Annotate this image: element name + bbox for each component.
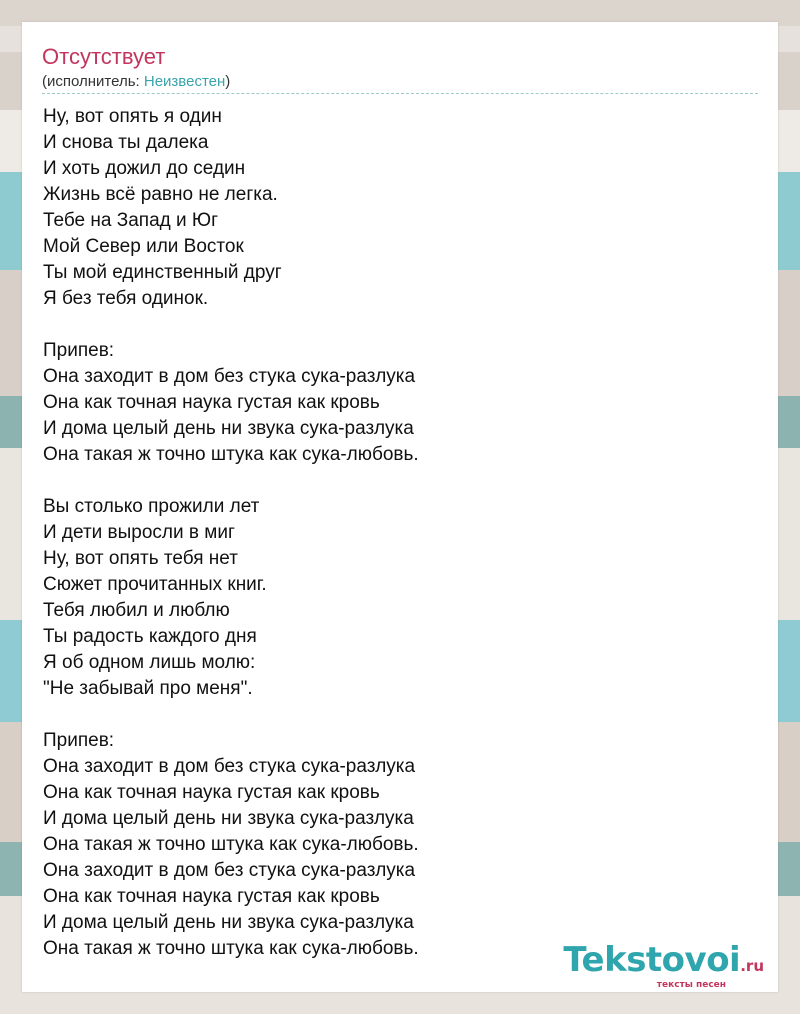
artist-line — [42, 73, 230, 91]
lyric-line: Мой Север или Восток — [43, 236, 244, 257]
lyric-line: Жизнь всё равно не легка. — [43, 184, 278, 205]
lyric-line: И дети выросли в миг — [43, 522, 235, 543]
lyric-line: Она такая ж точно штука как сука-любовь. — [43, 834, 419, 855]
lyric-line: И снова ты далека — [43, 132, 209, 153]
logo-main-text: Tekstovoi — [563, 940, 741, 980]
lyric-line: И дома целый день ни звука сука-разлука — [43, 418, 414, 439]
logo-wordmark — [563, 942, 764, 984]
site-logo[interactable] — [563, 942, 764, 990]
lyric-line: Тебе на Запад и Юг — [43, 210, 219, 231]
stanza-break — [43, 312, 419, 338]
lyric-line: Она заходит в дом без стука сука-разлука — [43, 756, 416, 777]
stanza-break — [43, 702, 419, 728]
artist-suffix: ) — [225, 73, 231, 90]
lyric-line: Она такая ж точно штука как сука-любовь. — [43, 938, 419, 959]
lyric-line: Тебя любил и люблю — [43, 600, 230, 621]
artist-link[interactable]: Неизвестен — [143, 73, 226, 90]
lyric-line: Ты радость каждого дня — [43, 626, 257, 647]
lyric-line: Она как точная наука густая как кровь — [43, 782, 380, 803]
stanza-break — [43, 468, 419, 494]
lyrics-card — [22, 22, 778, 992]
lyric-line: Она такая ж точно штука как сука-любовь. — [43, 444, 419, 465]
lyric-line: Я об одном лишь молю: — [43, 652, 256, 673]
lyric-line: Ну, вот опять тебя нет — [43, 548, 238, 569]
title-divider — [42, 93, 758, 94]
lyric-line: Она заходит в дом без стука сука-разлука — [43, 366, 416, 387]
lyric-line: Ну, вот опять я один — [43, 106, 222, 127]
lyric-line: Сюжет прочитанных книг. — [43, 574, 267, 595]
lyric-line: Она заходит в дом без стука сука-разлука — [43, 860, 416, 881]
lyric-line: Она как точная наука густая как кровь — [43, 392, 380, 413]
artist-prefix: (исполнитель: — [42, 73, 144, 90]
lyric-line: Ты мой единственный друг — [43, 262, 282, 283]
lyric-line: И дома целый день ни звука сука-разлука — [43, 808, 414, 829]
song-title: Отсутствует — [42, 44, 166, 69]
logo-subtitle: тексты песен — [656, 980, 726, 990]
lyric-line: Припев: — [43, 730, 115, 751]
logo-suffix: .ru — [740, 957, 764, 975]
lyric-line: Я без тебя одинок. — [43, 288, 209, 309]
lyrics-text — [43, 104, 419, 962]
lyric-line: Она как точная наука густая как кровь — [43, 886, 380, 907]
lyric-line: И дома целый день ни звука сука-разлука — [43, 912, 414, 933]
lyric-line: Припев: — [43, 340, 115, 361]
lyric-line: Вы столько прожили лет — [43, 496, 260, 517]
lyric-line: И хоть дожил до седин — [43, 158, 246, 179]
lyric-line: "Не забывай про меня". — [43, 678, 253, 699]
